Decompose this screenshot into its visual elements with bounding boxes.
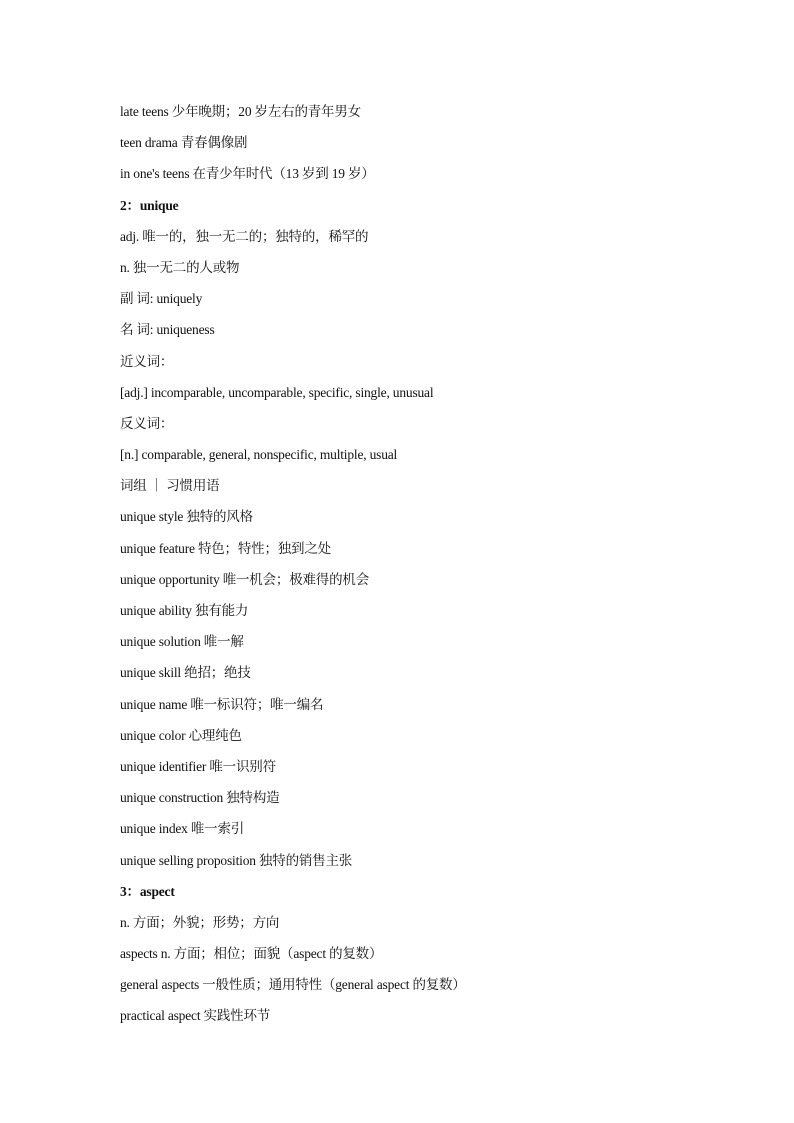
definition-line: aspects n. 方面；相位；面貌（aspect 的复数） <box>120 946 383 962</box>
derivative-line: 副 词: uniquely <box>120 291 203 307</box>
definition-line: n. 方面；外貌；形势；方向 <box>120 914 280 930</box>
phrase-line: unique solution 唯一解 <box>120 634 244 650</box>
phrase-line: unique identifier 唯一识别符 <box>120 758 276 774</box>
phrase-line: unique feature 特色；特性；独到之处 <box>120 540 331 556</box>
synonyms-list: [adj.] incomparable, uncomparable, specific, single, unusual <box>120 384 434 400</box>
entry-line: in one's teens 在青少年时代（13 岁到 19 岁） <box>120 166 375 182</box>
entry-line: teen drama 青春偶像剧 <box>120 135 248 151</box>
phrase-line: unique selling proposition 独特的销售主张 <box>120 852 353 868</box>
document-body <box>120 102 680 1038</box>
entry-line: late teens 少年晚期；20 岁左右的青年男女 <box>120 104 361 119</box>
phrase-line: unique ability 独有能力 <box>120 603 249 618</box>
word-heading-unique: 2：unique <box>120 197 179 213</box>
phrases-label: 词组 ｜ 习惯用语 <box>120 478 220 494</box>
phrase-line: unique skill 绝招；绝技 <box>120 665 251 681</box>
phrase-line: unique construction 独特构造 <box>120 790 280 806</box>
phrase-line: unique opportunity 唯一机会；极难得的机会 <box>120 571 369 587</box>
phrase-line: unique color 心理纯色 <box>120 727 242 743</box>
word-heading-aspect: 3：aspect <box>120 883 175 899</box>
phrase-line: unique name 唯一标识符；唯一编名 <box>120 696 324 712</box>
definition-line: n. 独一无二的人或物 <box>120 259 240 275</box>
definition-line: adj. 唯一的，独一无二的；独特的，稀罕的 <box>120 228 369 244</box>
synonyms-label: 近义词： <box>120 353 174 369</box>
antonyms-label: 反义词： <box>120 415 174 431</box>
phrase-line: practical aspect 实践性环节 <box>120 1008 271 1024</box>
phrase-line: unique style 独特的风格 <box>120 509 253 525</box>
phrase-line: unique index 唯一索引 <box>120 821 245 837</box>
derivative-line: 名 词: uniqueness <box>120 322 215 338</box>
phrase-line: general aspects 一般性质；通用特性（general aspect 的复数） <box>120 977 466 993</box>
antonyms-list: [n.] comparable, general, nonspecific, multiple, usual <box>120 447 398 463</box>
